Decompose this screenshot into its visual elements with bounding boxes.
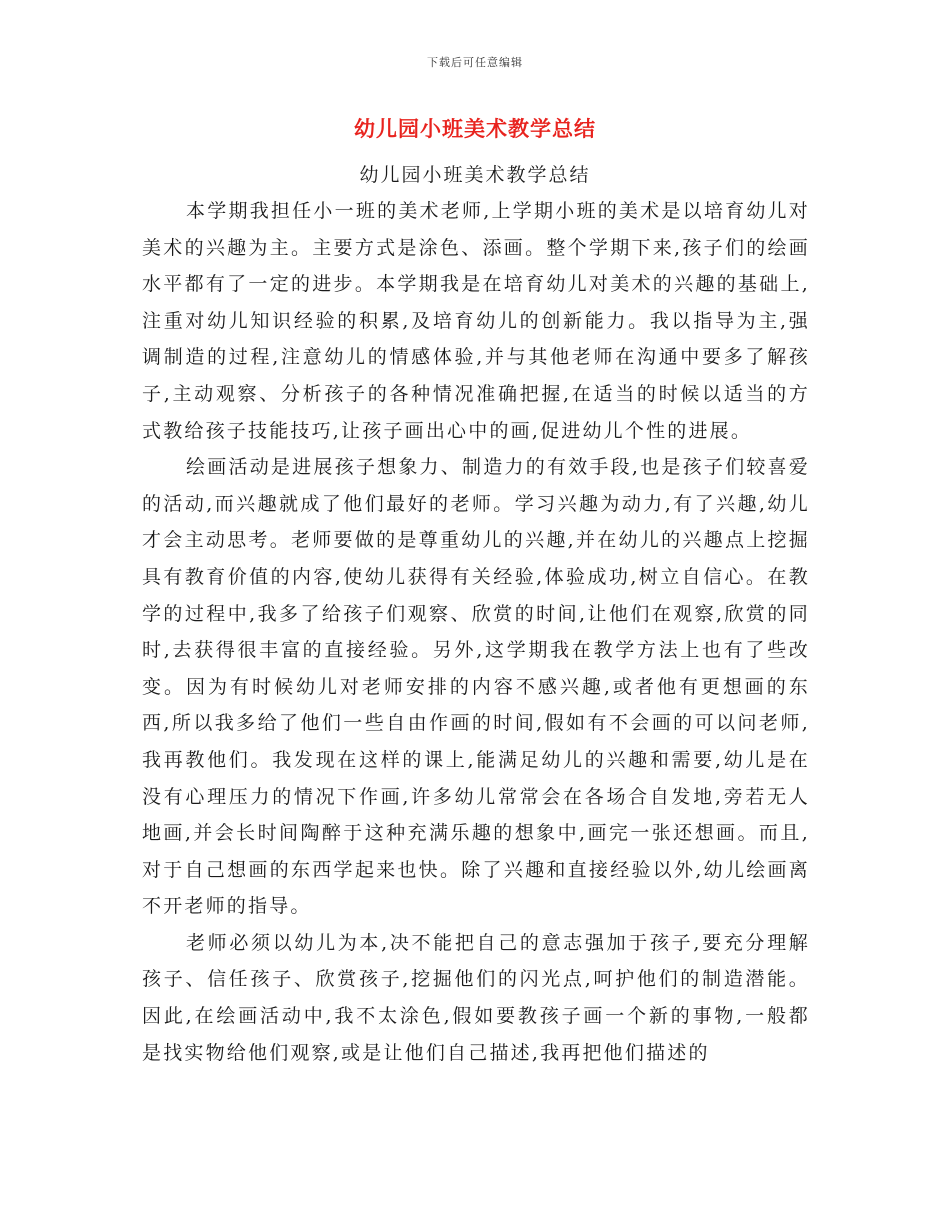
document-subtitle: 幼儿园小班美术教学总结 <box>359 164 591 186</box>
paragraph: 老师必须以幼儿为本,决不能把自己的意志强加于孩子,要充分理解孩子、信任孩子、欣赏孩子,挖掘他们的闪光点,呵护他们的制造潜能。因此,在绘画活动中,我不太涂色,假如要教孩子画一个新的事物,一般都是找实物给他们观察,或是让他们自己描述,我再把他们描述的 <box>142 931 810 1064</box>
document-body <box>142 193 810 1071</box>
document-title: 幼儿园小班美术教学总结 <box>354 116 596 141</box>
paragraph: 绘画活动是进展孩子想象力、制造力的有效手段,也是孩子们较喜爱的活动,而兴趣就成了他们最好的老师。学习兴趣为动力,有了兴趣,幼儿才会主动思考。老师要做的是尊重幼儿的兴趣,并在幼儿的兴趣点上挖掘具有教育价值的内容,使幼儿获得有关经验,体验成功,树立自信心。在教学的过程中,我多了给孩子们观察、欣赏的时间,让他们在观察,欣赏的同时,去获得很丰富的直接经验。另外,这学期我在教学方法上也有了些改变。因为有时候幼儿对老师安排的内容不感兴趣,或者他有更想画的东西,所以我多给了他们一些自由作画的时间,假如有不会画的可以问老师,我再教他们。我发现在这样的课上,能满足幼儿的兴趣和需要,幼儿是在没有心理压力的情况下作画,许多幼儿常常会在各场合自发地,旁若无人地画,并会长时间陶醉于这种充满乐趣的想象中,画完一张还想画。而且,对于自己想画的东西学起来也快。除了兴趣和直接经验以外,幼儿绘画离不开老师的指导。 <box>142 456 810 918</box>
header-note: 下载后可任意编辑 <box>427 56 523 69</box>
paragraph: 本学期我担任小一班的美术老师,上学期小班的美术是以培育幼儿对美术的兴趣为主。主要方式是涂色、添画。整个学期下来,孩子们的绘画水平都有了一定的进步。本学期我是在培育幼儿对美术的兴趣的基础上,注重对幼儿知识经验的积累,及培育幼儿的创新能力。我以指导为主,强调制造的过程,注意幼儿的情感体验,并与其他老师在沟通中要多了解孩子,主动观察、分析孩子的各种情况准确把握,在适当的时候以适当的方式教给孩子技能技巧,让孩子画出心中的画,促进幼儿个性的进展。 <box>142 200 810 442</box>
